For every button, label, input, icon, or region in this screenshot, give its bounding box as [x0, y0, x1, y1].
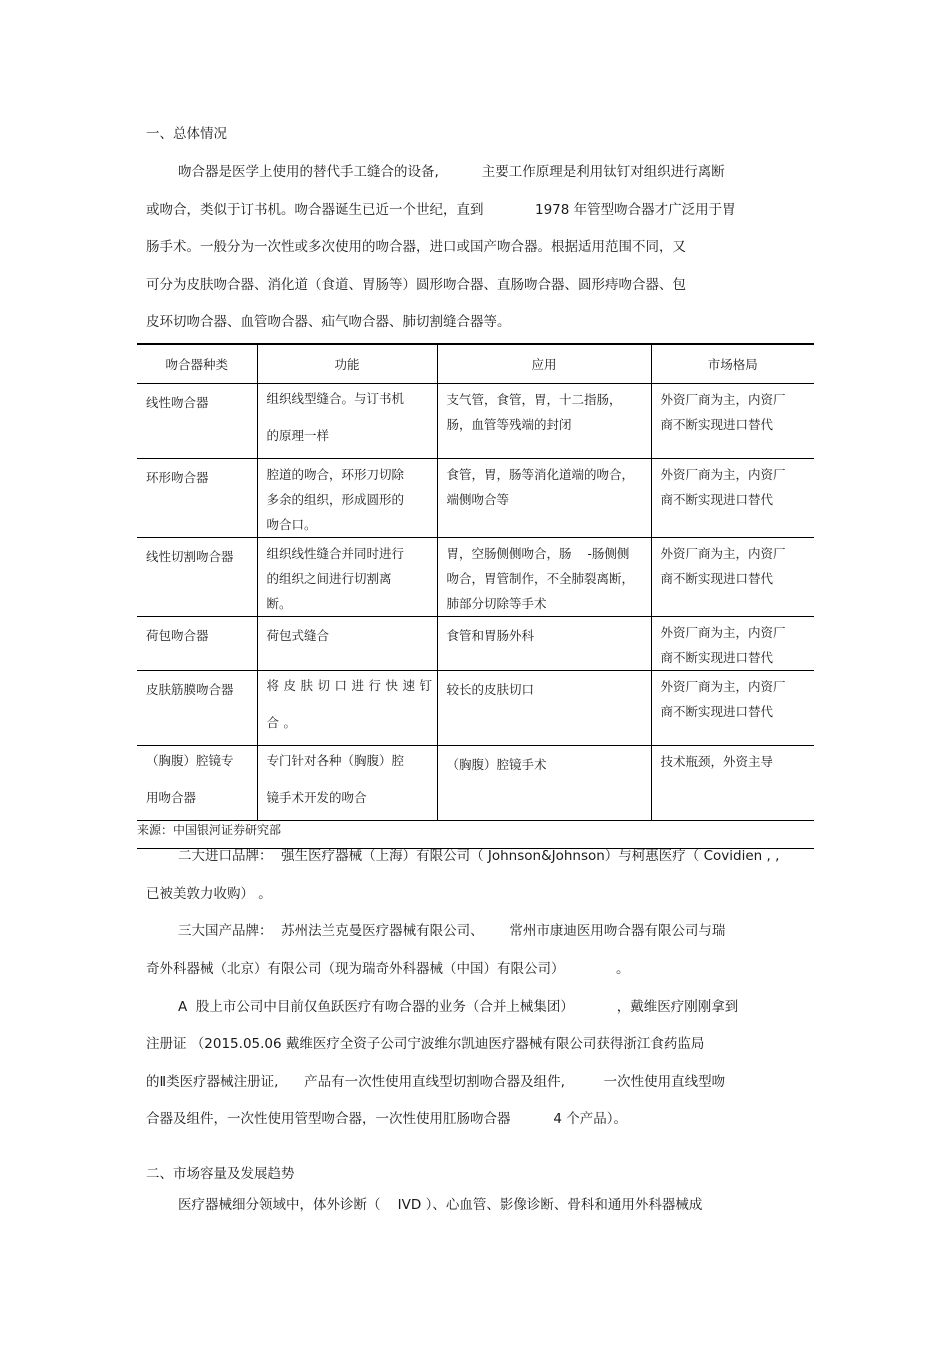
paragraph-line: 可分为皮肤吻合器、消化道（食道、胃肠等）圆形吻合器、直肠吻合器、圆形痔吻合器、包: [146, 277, 686, 293]
table-row: [137, 671, 814, 746]
table-header-row: [137, 344, 814, 384]
cell-application: 食管，胃，肠等消化道端的吻合， 端侧吻合等: [446, 467, 635, 507]
paragraph-line: 或吻合，类似于订书机。吻合器诞生已近一个世纪，直到 1978 年管型吻合器才广泛用于胃: [146, 202, 736, 218]
brands-domestic-line: 三大国产品牌： 苏州法兰克曼医疗器械有限公司、 常州市康迪医用吻合器有限公司与瑞: [178, 923, 726, 939]
cell-function: 荷包式缝合: [266, 628, 330, 643]
listed-companies-line: A 股上市公司中目前仅鱼跃医疗有吻合器的业务（合并上械集团） ，戴维医疗刚刚拿到: [178, 999, 739, 1015]
cell-market: 外资厂商为主，内资厂 商不断实现进口替代: [660, 546, 786, 586]
header-function: 功能: [257, 344, 437, 384]
paragraph-line: 皮环切吻合器、血管吻合器、疝气吻合器、肺切割缝合器等。: [146, 314, 511, 330]
cell-market: 外资厂商为主，内资厂 商不断实现进口替代: [660, 392, 786, 432]
cell-type: 荷包吻合器: [146, 628, 209, 643]
table-row: [137, 746, 814, 821]
table-source: 来源：中国银河证券研究部: [137, 821, 814, 849]
cell-market: 外资厂商为主，内资厂 商不断实现进口替代: [660, 467, 786, 507]
header-application: 应用: [437, 344, 651, 384]
table-row: [137, 384, 814, 459]
cell-type: 皮肤筋膜吻合器: [146, 682, 234, 697]
cell-function: 组织线性缝合并同时进行 的组织之间进行切割离 断。: [266, 546, 405, 611]
cell-type: （胸腹）腔镜专 用吻合器: [146, 753, 234, 805]
cell-application: 食管和胃肠外科: [446, 628, 535, 643]
cell-application: （胸腹）腔镜手术: [446, 757, 547, 772]
section1-heading: 一、总体情况: [146, 126, 227, 142]
cell-function: 腔道的吻合，环形刀切除 多余的组织，形成圆形的 吻合口。: [266, 467, 405, 532]
section2-heading: 二、市场容量及发展趋势: [146, 1166, 295, 1182]
cell-market: 技术瓶颈，外资主导: [660, 754, 774, 769]
header-type: 吻合器种类: [137, 344, 257, 384]
table-row: [137, 538, 814, 617]
paragraph-line: 医疗器械细分领域中，体外诊断（ IVD ）、心血管、影像诊断、骨科和通用外科器械成: [178, 1197, 703, 1213]
cell-function: 将皮肤切口进行快速钉 合。: [266, 678, 437, 730]
brands-import-line: 二大进口品牌： 强生医疗器械（上海）有限公司（ Johnson&Johnson）与柯惠医疗（ Covidien , ,: [178, 848, 780, 864]
listed-companies-line: 合器及组件，一次性使用管型吻合器，一次性使用肛肠吻合器 4 个产品）。: [146, 1111, 628, 1127]
stapler-table: [137, 343, 814, 849]
brands-domestic-line: 奇外科器械（北京）有限公司（现为瑞奇外科器械（中国）有限公司） 。: [146, 961, 630, 977]
cell-market: 外资厂商为主，内资厂 商不断实现进口替代: [660, 625, 786, 665]
cell-type: 环形吻合器: [146, 470, 209, 485]
listed-companies-line: 的Ⅱ类医疗器械注册证, 产品有一次性使用直线型切割吻合器及组件, 一次性使用直线型吻: [146, 1074, 726, 1090]
table-source-row: [137, 821, 814, 849]
cell-application: 胃，空肠侧侧吻合，肠 -肠侧侧 吻合，胃管制作，不全肺裂离断， 肺部分切除等手术: [446, 546, 635, 611]
table-row: [137, 459, 814, 538]
paragraph-line: 肠手术。一般分为一次性或多次使用的吻合器，进口或国产吻合器。根据适用范围不同，又: [146, 239, 686, 255]
cell-application: 支气管，食管，胃，十二指肠， 肠，血管等残端的封闭: [446, 392, 622, 432]
cell-function: 专门针对各种（胸腹）腔 镜手术开发的吻合: [266, 753, 405, 805]
cell-type: 线性吻合器: [146, 395, 209, 410]
cell-application: 较长的皮肤切口: [446, 682, 535, 697]
cell-market: 外资厂商为主，内资厂 商不断实现进口替代: [660, 679, 786, 719]
listed-companies-line: 注册证 （2015.05.06 戴维医疗全资子公司宁波维尔凯迪医疗器械有限公司获得浙江食药监局: [146, 1036, 705, 1052]
paragraph-line: 吻合器是医学上使用的替代手工缝合的设备, 主要工作原理是利用钛钉对组织进行离断: [178, 164, 725, 180]
cell-type: 线性切割吻合器: [146, 549, 234, 564]
table-row: [137, 617, 814, 671]
header-market: 市场格局: [651, 344, 814, 384]
brands-import-line: 已被美敦力收购） 。: [146, 886, 272, 902]
cell-function: 组织线型缝合。与订书机 的原理一样: [266, 391, 405, 443]
